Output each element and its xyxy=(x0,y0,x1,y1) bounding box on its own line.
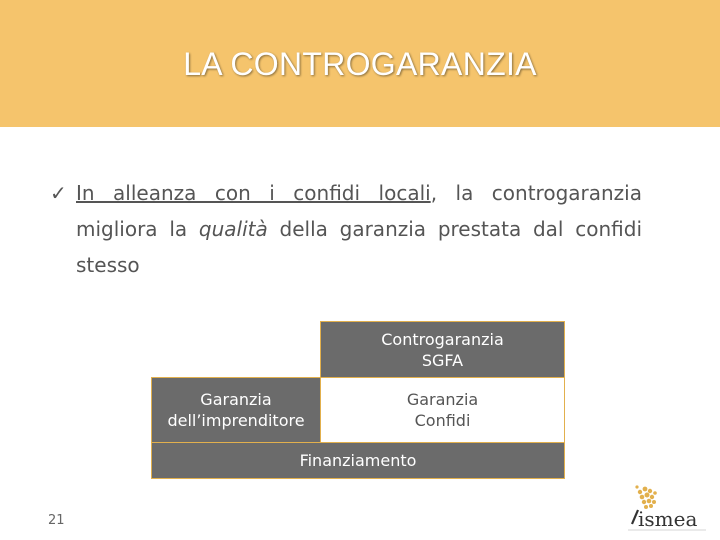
finanziamento-label: Finanziamento xyxy=(299,451,417,470)
controgaranzia-label: Controgaranzia xyxy=(381,329,504,349)
bullet-text xyxy=(76,175,642,283)
garanzia-imprenditore-box xyxy=(151,377,321,443)
page-number: 21 xyxy=(48,513,65,528)
bullet-lead-underlined: In alleanza con i confidi locali xyxy=(76,181,431,205)
finanziamento-box xyxy=(151,442,565,479)
garanzia-imprenditore-line2: dell’imprenditore xyxy=(167,411,305,430)
garanzia-confidi-line1: Garanzia xyxy=(406,390,479,409)
ismea-logo-icon xyxy=(626,480,710,532)
bullet-italic-word: qualità xyxy=(198,217,268,241)
sgfa-label: SGFA xyxy=(421,350,464,370)
ismea-logo-text: ismea xyxy=(638,507,698,531)
checkmark-icon: ✓ xyxy=(50,181,67,205)
slide-title: LA CONTROGARANZIA xyxy=(183,46,537,82)
bullet-point xyxy=(50,175,642,283)
bullet-text-middle: , la controgaranzia migliora la xyxy=(76,181,642,241)
garanzia-confidi-line2: Confidi xyxy=(414,411,471,430)
controgaranzia-sgfa-box xyxy=(320,321,565,378)
bullet-text-end: della garanzia prestata dal confidi stesso xyxy=(76,217,642,277)
garanzia-imprenditore-line1: Garanzia xyxy=(200,390,272,409)
garanzia-confidi-box xyxy=(320,377,565,443)
title-banner xyxy=(0,0,720,127)
ismea-logo xyxy=(626,480,710,532)
